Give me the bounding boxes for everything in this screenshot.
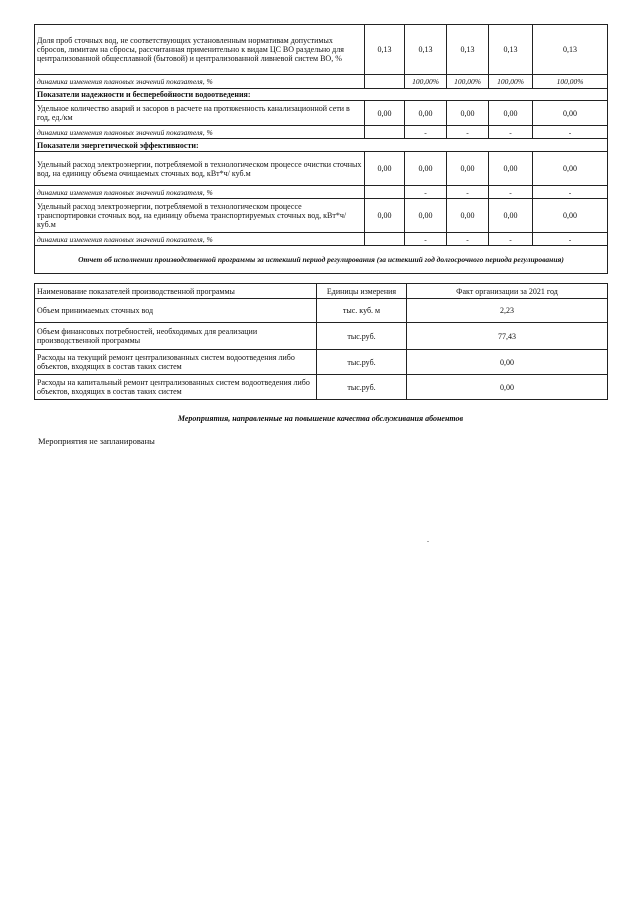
value-cell: 0,00	[365, 101, 405, 126]
row-label: динамика изменения плановых значений показателя, %	[35, 233, 365, 246]
section-header-reliability	[35, 89, 608, 101]
row-label: Доля проб сточных вод, не соответствующих установленным нормативам допустимых сбросов, лимитам на сбросы, рассчитанная применительно к видам ЦС ВО раздельно для централизованной общесплавной (бытовой) и централизованной ливневой систем ВО, %	[35, 25, 365, 75]
section-title: Показатели энергетической эффективности:	[35, 139, 608, 152]
value-cell: 0,13	[489, 25, 533, 75]
value-cell: 0,00	[365, 152, 405, 186]
indicator-unit: тыс.руб.	[317, 323, 407, 350]
value-cell: 0,13	[405, 25, 447, 75]
indicator-fact: 0,00	[407, 350, 608, 375]
table-row-sewage-samples	[35, 25, 608, 75]
table-row	[35, 299, 608, 323]
table-row-dynamics	[35, 126, 608, 139]
value-cell: 0,00	[489, 101, 533, 126]
value-cell: -	[405, 186, 447, 199]
value-cell: 0,00	[405, 101, 447, 126]
indicator-name: Объем финансовых потребностей, необходимых для реализации производственной программы	[35, 323, 317, 350]
indicator-unit: тыс.руб.	[317, 375, 407, 400]
value-cell: 0,00	[489, 152, 533, 186]
table-row	[35, 375, 608, 400]
column-header-unit: Единицы измерения	[317, 284, 407, 299]
indicators-table	[34, 24, 608, 274]
report-title: Отчет об исполнении производственной программы за истекший период регулирования (за истекший год долгосрочного периода регулирования)	[35, 246, 608, 274]
indicator-name: Расходы на текущий ремонт централизованных систем водоотведения либо объектов, входящих в состав таких систем	[35, 350, 317, 375]
row-label: Удельное количество аварий и засоров в расчете на протяженность канализационной сети в год, ед./км	[35, 101, 365, 126]
value-cell: 0,00	[447, 152, 489, 186]
table-row-energy-transport	[35, 199, 608, 233]
indicator-fact: 2,23	[407, 299, 608, 323]
value-cell: -	[405, 126, 447, 139]
value-cell: 0,00	[533, 101, 608, 126]
value-cell	[365, 233, 405, 246]
table-row-energy-treatment	[35, 152, 608, 186]
value-cell: -	[533, 233, 608, 246]
report-table	[34, 283, 608, 400]
row-label: динамика изменения плановых значений показателя, %	[35, 186, 365, 199]
measures-text: Мероприятия не запланированы	[38, 436, 155, 446]
value-cell: 0,13	[533, 25, 608, 75]
report-header-row	[35, 284, 608, 299]
value-cell: 100,00%	[405, 75, 447, 89]
table-row-accidents	[35, 101, 608, 126]
row-label: Удельный расход электроэнергии, потребляемой в технологическом процессе очистки сточных вод, на единицу объема очищаемых сточных вод, кВт*ч/ куб.м	[35, 152, 365, 186]
row-label: динамика изменения плановых значений показателя, %	[35, 126, 365, 139]
value-cell: -	[447, 233, 489, 246]
report-title-row	[35, 246, 608, 274]
value-cell	[365, 186, 405, 199]
value-cell: 0,13	[365, 25, 405, 75]
value-cell: 100,00%	[447, 75, 489, 89]
indicator-unit: тыс. куб. м	[317, 299, 407, 323]
value-cell	[365, 126, 405, 139]
table-row-dynamics	[35, 233, 608, 246]
indicator-fact: 77,43	[407, 323, 608, 350]
column-header-fact: Факт организации за 2021 год	[407, 284, 608, 299]
value-cell: 0,00	[405, 199, 447, 233]
value-cell	[365, 75, 405, 89]
value-cell: 0,00	[533, 152, 608, 186]
row-label: Удельный расход электроэнергии, потребляемой в технологическом процессе транспортировки сточных вод, на единицу объема транспортируемых сточных вод, кВт*ч/ куб.м	[35, 199, 365, 233]
value-cell: 0,00	[533, 199, 608, 233]
table-row	[35, 350, 608, 375]
value-cell: -	[489, 186, 533, 199]
value-cell: -	[405, 233, 447, 246]
table-row	[35, 323, 608, 350]
value-cell: 0,13	[447, 25, 489, 75]
value-cell: 0,00	[447, 101, 489, 126]
table-row-dynamics	[35, 186, 608, 199]
value-cell: -	[533, 186, 608, 199]
table-row-dynamics	[35, 75, 608, 89]
indicator-name: Объем принимаемых сточных вод	[35, 299, 317, 323]
value-cell: 0,00	[365, 199, 405, 233]
value-cell: -	[447, 126, 489, 139]
value-cell: 100,00%	[533, 75, 608, 89]
value-cell: 100,00%	[489, 75, 533, 89]
section-header-energy	[35, 139, 608, 152]
value-cell: 0,00	[489, 199, 533, 233]
scan-speck	[427, 541, 429, 542]
value-cell: -	[533, 126, 608, 139]
indicator-unit: тыс.руб.	[317, 350, 407, 375]
column-header-name: Наименование показателей производственной программы	[35, 284, 317, 299]
indicator-name: Расходы на капитальный ремонт централизованных систем водоотведения либо объектов, входящих в состав таких систем	[35, 375, 317, 400]
value-cell: -	[489, 233, 533, 246]
value-cell: -	[447, 186, 489, 199]
measures-title: Мероприятия, направленные на повышение качества обслуживания абонентов	[177, 414, 464, 423]
indicator-fact: 0,00	[407, 375, 608, 400]
row-label: динамика изменения плановых значений показателя, %	[35, 75, 365, 89]
value-cell: 0,00	[405, 152, 447, 186]
section-title: Показатели надежности и бесперебойности водоотведения:	[35, 89, 608, 101]
value-cell: 0,00	[447, 199, 489, 233]
value-cell: -	[489, 126, 533, 139]
